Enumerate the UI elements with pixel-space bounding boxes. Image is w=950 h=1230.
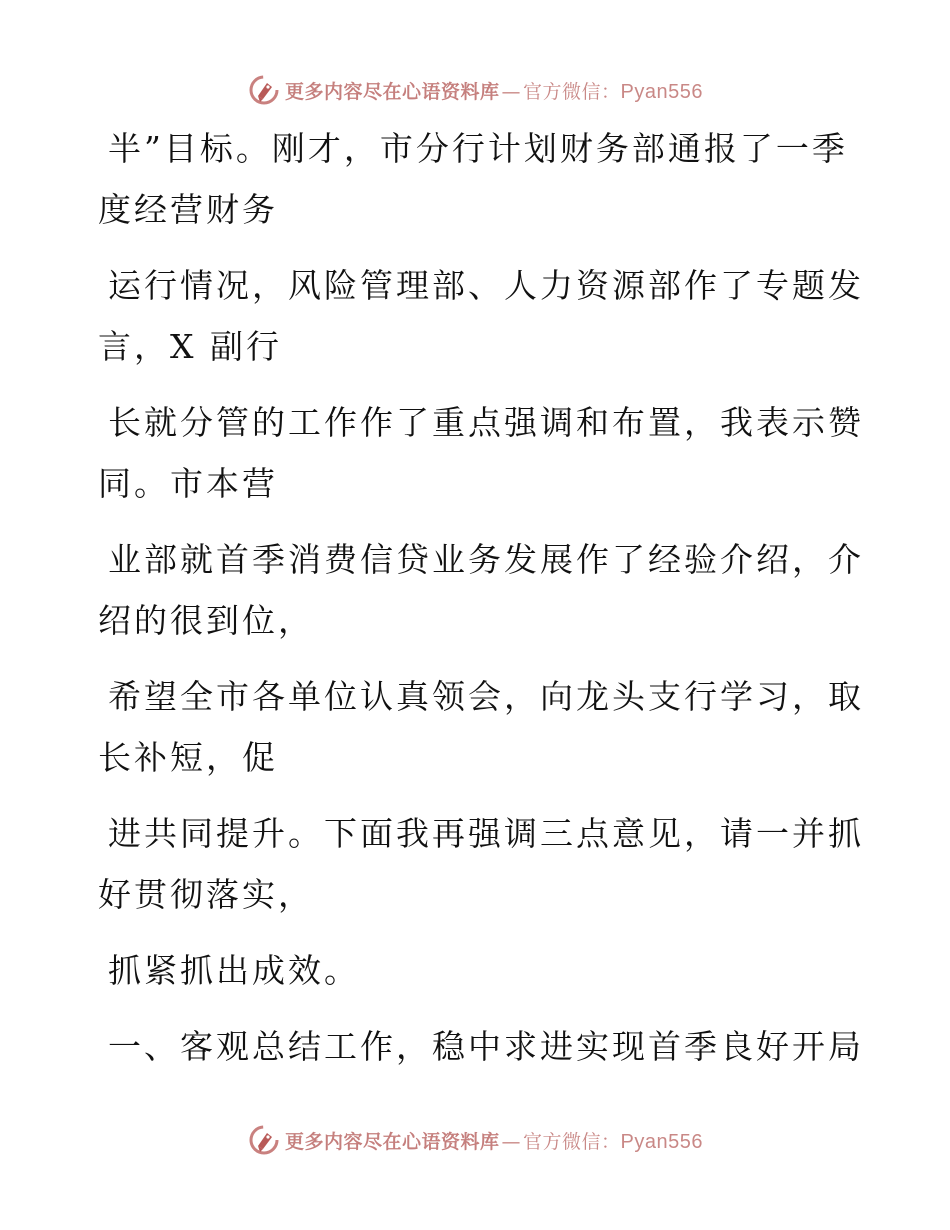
paragraph xyxy=(98,392,864,514)
section-heading: 一、客观总结工作，稳中求进实现首季良好开局 xyxy=(108,1027,864,1066)
paragraph-line: 绍的很到位， xyxy=(98,601,314,640)
pen-nib-swirl-icon xyxy=(247,1123,281,1157)
paragraph-line: 长补短，促 xyxy=(98,738,278,777)
header-watermark xyxy=(0,68,950,112)
watermark-dash: — xyxy=(501,80,522,103)
paragraph-line: 言，X 副行 xyxy=(98,327,282,366)
watermark-brand: 更多内容尽在心语资料库 xyxy=(285,80,500,103)
paragraph-line: 运行情况，风险管理部、人力资源部作了专题发 xyxy=(108,266,864,305)
paragraph-line: 长就分管的工作作了重点强调和布置，我表示赞 xyxy=(108,403,864,442)
paragraph-line: 同。市本营 xyxy=(98,464,278,503)
footer-watermark xyxy=(0,1118,950,1162)
paragraph-line: 业部就首季消费信贷业务发展作了经验介绍，介 xyxy=(108,540,864,579)
watermark-wechat-id: Pyan556 xyxy=(620,1130,703,1153)
paragraph xyxy=(98,255,864,377)
paragraph-line: 半”目标。刚才，市分行计划财务部通报了一季 xyxy=(108,129,848,168)
paragraph xyxy=(98,940,838,1001)
paragraph-line: 抓紧抓出成效。 xyxy=(108,951,360,990)
document-body xyxy=(98,118,864,1077)
watermark-text xyxy=(285,1127,703,1154)
paragraph-line: 好贯彻落实， xyxy=(98,875,314,914)
paragraph xyxy=(98,118,848,240)
paragraph xyxy=(98,803,864,925)
watermark-wechat-label: 官方微信： xyxy=(523,1130,621,1153)
watermark-wechat-id: Pyan556 xyxy=(620,80,703,103)
paragraph xyxy=(98,666,864,788)
watermark-text xyxy=(285,77,703,104)
watermark-brand: 更多内容尽在心语资料库 xyxy=(285,1130,500,1153)
paragraph-line: 希望全市各单位认真领会，向龙头支行学习，取 xyxy=(108,677,864,716)
paragraph-line: 进共同提升。下面我再强调三点意见，请一并抓 xyxy=(108,814,864,853)
pen-nib-swirl-icon xyxy=(247,73,281,107)
watermark-wechat-label: 官方微信： xyxy=(523,80,621,103)
watermark-dash: — xyxy=(501,1130,522,1153)
paragraph xyxy=(98,529,864,651)
paragraph-line: 度经营财务 xyxy=(98,190,278,229)
